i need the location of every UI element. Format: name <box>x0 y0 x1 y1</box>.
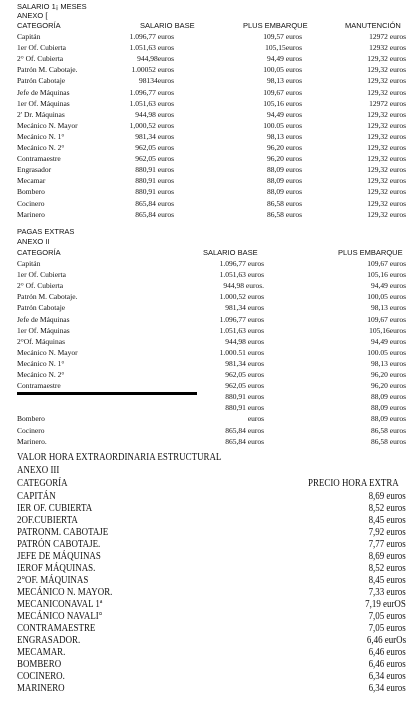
category-cell: 2°Of. Máquinas <box>17 336 65 346</box>
overtime-price-cell: 8,52 euros <box>368 563 406 574</box>
table-row <box>0 587 414 598</box>
maintenance-cell: 129,32 euros <box>367 209 406 219</box>
table-row <box>0 503 414 514</box>
category-cell: MECÁNICO N. MAYOR. <box>17 587 113 598</box>
boarding-bonus-cell: 98,13 euros <box>267 131 302 141</box>
base-salary-cell: 1.000.51 euros <box>219 347 264 357</box>
section-title: VALOR HORA EXTRAORDINARIA ESTRUCTURAL <box>17 452 222 463</box>
base-salary-cell: 880,91 euros <box>135 187 174 197</box>
col-header-boarding-bonus: PLUS EMBARQUE <box>243 21 308 30</box>
category-cell: IER OF. CUBIERTA <box>17 503 93 514</box>
base-salary-cell: 962,05 euros <box>135 143 174 152</box>
boarding-bonus-cell: 109,67 euros <box>367 259 406 268</box>
maintenance-cell: 129,32 euros <box>367 120 406 130</box>
maintenance-cell: 129,32 euros <box>367 176 406 186</box>
base-salary-cell: 1.096,77 euros <box>129 87 174 97</box>
category-cell: MECÁNICO NAVALI° <box>17 611 103 622</box>
boarding-bonus-cell: 98,13 euros <box>267 76 302 86</box>
table-row <box>0 76 414 85</box>
table-row <box>0 403 414 412</box>
base-salary-cell: 880,91 euros <box>225 403 264 413</box>
category-cell: Marinero. <box>17 436 47 446</box>
base-salary-cell: 1.096,77 euros <box>129 32 174 41</box>
category-cell: 1er Of. Máquinas <box>17 98 70 108</box>
boarding-bonus-cell: 88,09 euros <box>371 403 406 413</box>
maintenance-cell: 129,32 euros <box>367 131 406 141</box>
category-cell: 2OF.CUBIERTA <box>17 515 78 526</box>
overtime-price-cell: 7,33 euros <box>368 587 406 598</box>
annex-label: ANEXO [ <box>17 11 48 20</box>
redaction-bar <box>17 392 197 395</box>
category-cell: Cocinero <box>17 425 45 435</box>
base-salary-cell: euros <box>247 414 264 424</box>
base-salary-cell: 1.051,63 euros <box>219 325 264 335</box>
table-row <box>0 65 414 74</box>
table-row <box>0 199 414 208</box>
base-salary-cell: 1.000,52 euros <box>219 292 264 302</box>
overtime-price-cell: 7,19 eurOS <box>365 599 406 610</box>
overtime-price-cell: 7,05 euros <box>368 623 406 634</box>
table-row <box>0 647 414 658</box>
boarding-bonus-cell: 94,49 euros <box>267 54 302 64</box>
category-cell: Patrón Cabotaje <box>17 76 66 86</box>
table-row <box>0 414 414 423</box>
base-salary-cell: 981,34 euros <box>225 358 264 368</box>
table-row <box>0 635 414 646</box>
overtime-price-cell: 6,34 euros <box>368 671 406 682</box>
base-salary-cell: 962,05 euros <box>225 370 264 379</box>
maintenance-cell: 129,32 euros <box>367 87 406 97</box>
table-row <box>0 210 414 219</box>
base-salary-cell: 1.051,63 euros <box>219 270 264 280</box>
maintenance-cell: 129,32 euros <box>367 76 406 86</box>
category-cell: Capitán <box>17 32 41 41</box>
category-cell: Patrón M. Cabotaje. <box>17 292 78 302</box>
base-salary-cell: 880,91 euros <box>135 176 174 186</box>
category-cell: JEFE DE MÁQUINAS <box>17 551 101 562</box>
boarding-bonus-cell: 100.05 euros <box>367 347 406 357</box>
category-cell: BOMBERO <box>17 659 62 670</box>
maintenance-cell: 129,32 euros <box>367 187 406 197</box>
category-cell: Mecánico N. Mayor <box>17 347 78 357</box>
table-row <box>0 337 414 346</box>
base-salary-cell: 1.051,63 euros <box>129 98 174 108</box>
boarding-bonus-cell: 94,49 euros <box>371 281 406 291</box>
overtime-price-cell: 7,77 euros <box>368 539 406 550</box>
overtime-price-cell: 7,05 euros <box>368 611 406 622</box>
overtime-price-cell: 7,92 euros <box>368 527 406 538</box>
table-row <box>0 303 414 312</box>
category-cell: Contramaestre <box>17 154 61 164</box>
category-cell: Mecamar <box>17 176 46 186</box>
table-row <box>0 54 414 63</box>
col-header-base-salary: SALARIO BASE <box>203 248 258 257</box>
boarding-bonus-cell: 94,49 euros <box>267 109 302 119</box>
overtime-price-cell: 6,46 euros <box>368 659 406 670</box>
maintenance-cell: 129,32 euros <box>367 109 406 119</box>
boarding-bonus-cell: 96,20 euros <box>267 154 302 164</box>
table-row <box>0 32 414 41</box>
boarding-bonus-cell: 100,05 euros <box>367 292 406 302</box>
table-row <box>0 315 414 324</box>
annex-label: ANEXO III <box>17 465 60 476</box>
table-row <box>0 426 414 435</box>
table-row <box>0 187 414 196</box>
category-cell: Mecánico N. 1° <box>17 131 65 141</box>
col-header-category: CATEGORÍA <box>17 21 61 30</box>
table-row <box>0 132 414 141</box>
boarding-bonus-cell: 88,09 euros <box>267 165 302 175</box>
base-salary-cell: 865,84 euros <box>225 436 264 446</box>
category-cell: 2° Of. Cubierta <box>17 281 64 291</box>
boarding-bonus-cell: 96,20 euros <box>267 143 302 152</box>
category-cell: Capitán <box>17 259 41 268</box>
category-cell: Bombero <box>17 187 45 197</box>
maintenance-cell: 12932 euros <box>369 43 406 53</box>
boarding-bonus-cell: 88,09 euros <box>371 414 406 424</box>
category-cell: CAPITÁN <box>17 491 56 502</box>
col-header-category: CATEGORÍA <box>17 248 61 257</box>
table-row <box>0 88 414 97</box>
table-row <box>0 683 414 694</box>
category-cell: CONTRAMAESTRE <box>17 623 96 634</box>
boarding-bonus-cell: 109,57 euros <box>263 32 302 41</box>
category-cell: COCINERO. <box>17 671 65 682</box>
table-row <box>0 359 414 368</box>
category-cell: Cocinero <box>17 198 45 208</box>
base-salary-cell: 981,34 euros <box>135 131 174 141</box>
col-header-overtime-price: PRECIO HORA EXTRA <box>308 478 399 489</box>
table-row <box>0 43 414 52</box>
table-row <box>0 348 414 357</box>
category-cell: Mecánico N. Mayor <box>17 120 78 130</box>
category-cell: Jefe de Máquinas <box>17 87 70 97</box>
overtime-price-cell: 6,46 euros <box>368 647 406 658</box>
category-cell: ENGRASADOR. <box>17 635 81 646</box>
category-cell: Mecánico N. 2° <box>17 143 65 152</box>
category-cell: Marinero <box>17 209 45 219</box>
category-cell: IEROF MÁQUINAS. <box>17 563 96 574</box>
table-row <box>0 176 414 185</box>
base-salary-cell: 880,91 euros <box>225 392 264 402</box>
boarding-bonus-cell: 105,16 euros <box>367 270 406 280</box>
base-salary-cell: 1.00052 euros <box>131 65 174 75</box>
maintenance-cell: 12972 euros <box>369 32 406 41</box>
boarding-bonus-cell: 94,49 euros <box>371 336 406 346</box>
overtime-price-cell: 6,34 euros <box>368 683 406 694</box>
table-row <box>0 437 414 446</box>
overtime-price-cell: 8,45 euros <box>368 575 406 586</box>
col-header-category: CATEGORÍA <box>17 478 68 489</box>
category-cell: 2° Of. Cubierta <box>17 54 64 64</box>
overtime-price-cell: 8,45 euros <box>368 515 406 526</box>
table-row <box>0 671 414 682</box>
category-cell: 1er Of. Cubierta <box>17 270 66 280</box>
table-row <box>0 281 414 290</box>
base-salary-cell: 944,98euros <box>137 54 174 64</box>
boarding-bonus-cell: 105,15euros <box>265 43 302 53</box>
maintenance-cell: 129,32 euros <box>367 54 406 64</box>
category-cell: PATRÓN CABOTAJE. <box>17 539 101 550</box>
maintenance-cell: 129,32 euros <box>367 65 406 75</box>
boarding-bonus-cell: 88,09 euros <box>267 176 302 186</box>
base-salary-cell: 880,91 euros <box>135 165 174 175</box>
col-header-boarding-bonus: PLUS EMBARQUE <box>338 248 403 257</box>
base-salary-cell: 962,05 euros <box>135 154 174 164</box>
category-cell: PATRONM. CABOTAJE <box>17 527 109 538</box>
table-row <box>0 539 414 550</box>
table-row <box>0 599 414 610</box>
section-title: PAGAS EXTRAS <box>17 227 75 236</box>
overtime-price-cell: 8,69 euros <box>368 551 406 562</box>
overtime-price-cell: 8,52 euros <box>368 503 406 514</box>
base-salary-cell: 1.051,63 euros <box>129 43 174 53</box>
col-header-base-salary: SALARIO BASE <box>140 21 195 30</box>
table-row <box>0 551 414 562</box>
boarding-bonus-cell: 86,58 euros <box>267 198 302 208</box>
table-row <box>0 623 414 634</box>
category-cell: Mecánico N. 1° <box>17 358 65 368</box>
maintenance-cell: 12972 euros <box>369 98 406 108</box>
table-row <box>0 154 414 163</box>
table-row <box>0 370 414 379</box>
boarding-bonus-cell: 96,20 euros <box>371 381 406 391</box>
table-row <box>0 121 414 130</box>
category-cell: Engrasador <box>17 165 52 175</box>
category-cell: 1er Of. Máquinas <box>17 325 70 335</box>
table-row <box>0 326 414 335</box>
boarding-bonus-cell: 98,13 euros <box>371 358 406 368</box>
boarding-bonus-cell: 86,58 euros <box>267 209 302 219</box>
boarding-bonus-cell: 88,09 euros <box>267 187 302 197</box>
boarding-bonus-cell: 105,16 euros <box>263 98 302 108</box>
base-salary-cell: 944,98 euros <box>225 336 264 346</box>
table-row <box>0 659 414 670</box>
table-row <box>0 563 414 574</box>
table-row <box>0 99 414 108</box>
category-cell: 2' Dr. Máquinas <box>17 109 65 119</box>
overtime-price-cell: 8,69 euros <box>368 491 406 502</box>
category-cell: 2°OF. MÁQUINAS <box>17 575 89 586</box>
category-cell: Bombero <box>17 414 45 424</box>
maintenance-cell: 129,32 euros <box>367 198 406 208</box>
table-row <box>0 110 414 119</box>
table-row <box>0 527 414 538</box>
base-salary-cell: 962,05 euros <box>225 381 264 391</box>
table-row <box>0 491 414 502</box>
base-salary-cell: 865,84 euros <box>225 425 264 435</box>
table-row <box>0 292 414 301</box>
base-salary-cell: 1.096,77 euros <box>219 314 264 324</box>
maintenance-cell: 129,32 euros <box>367 143 406 152</box>
category-cell: Contramaestre <box>17 381 61 391</box>
category-cell: MECAMAR. <box>17 647 66 658</box>
table-row <box>0 270 414 279</box>
table-row <box>0 575 414 586</box>
category-cell: Jefe de Máquinas <box>17 314 70 324</box>
boarding-bonus-cell: 100.05 euros <box>263 120 302 130</box>
table-row <box>0 143 414 152</box>
category-cell: Patrón Cabotaje <box>17 303 66 313</box>
table-row <box>0 259 414 268</box>
boarding-bonus-cell: 105,16euros <box>369 325 406 335</box>
base-salary-cell: 944,98 euros <box>135 109 174 119</box>
table-row <box>0 611 414 622</box>
category-cell: 1er Of. Cubierta <box>17 43 66 53</box>
category-cell: MECANICONAVAL 1ª <box>17 599 103 610</box>
base-salary-cell: 981,34 euros <box>225 303 264 313</box>
table-row <box>0 165 414 174</box>
maintenance-cell: 129,32 euros <box>367 154 406 164</box>
annex-label: ANEXO II <box>17 237 50 246</box>
base-salary-cell: 865,84 euros <box>135 209 174 219</box>
base-salary-cell: 98134euros <box>139 76 174 86</box>
base-salary-cell: 1,000,52 euros <box>129 120 174 130</box>
boarding-bonus-cell: 98,13 euros <box>371 303 406 313</box>
maintenance-cell: 129,32 euros <box>367 165 406 175</box>
category-cell: Patrón M. Cabotaje. <box>17 65 78 75</box>
section-title: SALARIO 1¡ MESES <box>17 2 87 11</box>
table-row <box>0 515 414 526</box>
boarding-bonus-cell: 88,09 euros <box>371 392 406 402</box>
boarding-bonus-cell: 86,58 euros <box>371 436 406 446</box>
boarding-bonus-cell: 86,58 euros <box>371 425 406 435</box>
base-salary-cell: 1.096,77 euros <box>219 259 264 268</box>
table-row <box>0 381 414 390</box>
boarding-bonus-cell: 100,05 euros <box>263 65 302 75</box>
boarding-bonus-cell: 109,67 euros <box>263 87 302 97</box>
base-salary-cell: 944,98 euros. <box>223 281 264 291</box>
base-salary-cell: 865,84 euros <box>135 198 174 208</box>
boarding-bonus-cell: 109,67 euros <box>367 314 406 324</box>
category-cell: Mecánico N. 2° <box>17 370 65 379</box>
category-cell: MARINERO <box>17 683 65 694</box>
col-header-maintenance: MANUTENCIÓN <box>345 21 401 30</box>
overtime-price-cell: 6,46 eurOs <box>366 635 406 646</box>
boarding-bonus-cell: 96,20 euros <box>371 370 406 379</box>
